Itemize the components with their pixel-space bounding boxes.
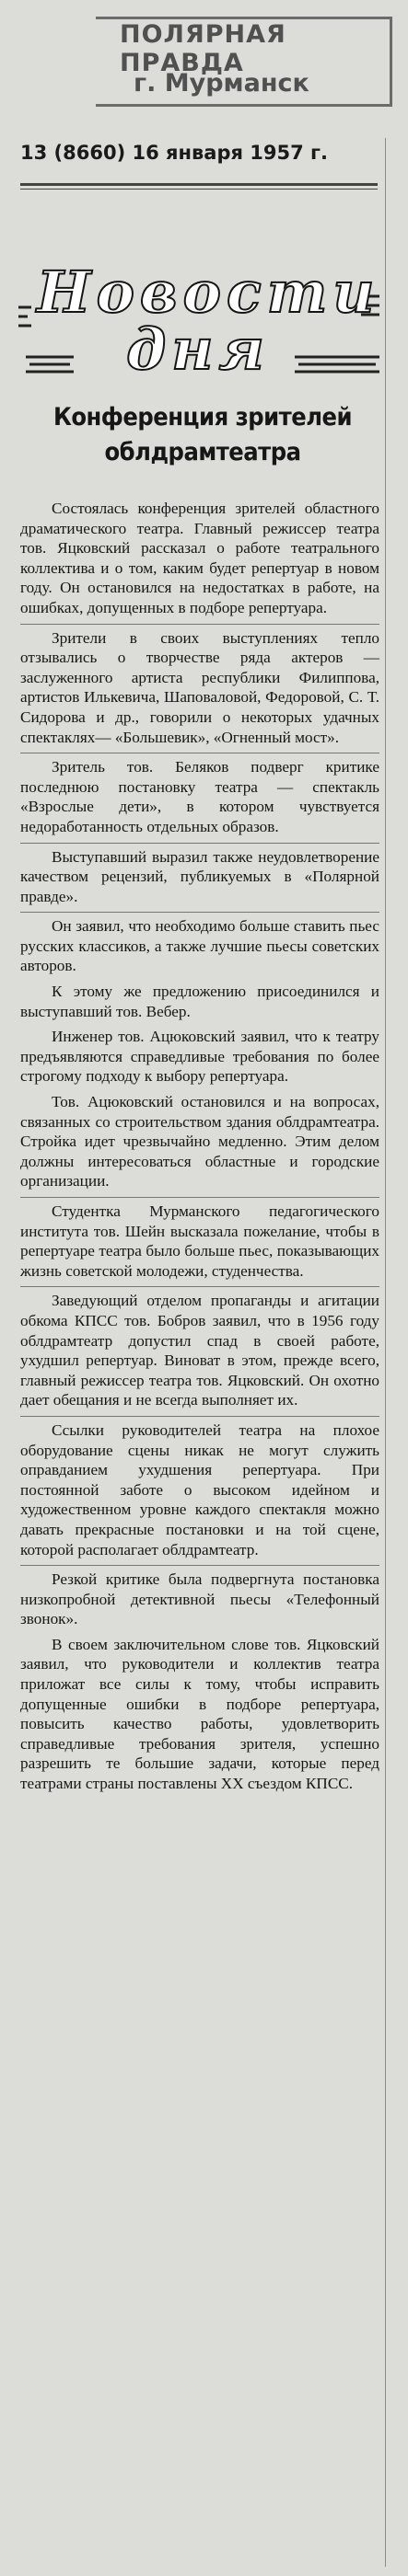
article-paragraph: Он заявил, что необходимо больше ставить пьес русских классиков, а также лучшие пьесы советских авторов. <box>20 912 379 976</box>
rubric-line-1: Новости <box>37 259 380 326</box>
newspaper-city: г. Мурманск <box>134 69 309 98</box>
article-body <box>20 499 379 1800</box>
article-paragraph: Зрители в своих выступлениях тепло отзывались о творчестве ряда актеров — заслуженного артиста республики Филиппова, артистов Илькевича, Шаповаловой, Федоровой, С. Т. Сидорова и др., говорили о некоторых удачных спектаклях— «Большевик», «Огненный мост». <box>20 624 379 748</box>
header-rule-thin <box>20 189 378 190</box>
article-paragraph: Выступавший выразил также неудовлетворение качеством рецензий, публикуемых в «Полярной правде». <box>20 843 379 907</box>
article-paragraph: Студентка Мурманского педагогического института тов. Шейн высказала пожелание, чтобы в репертуаре театра было больше пьес, показывающих жизнь советской молодежи, студенчества. <box>20 1197 379 1281</box>
article-paragraph: Инженер тов. Ацюковский заявил, что к театру предъявляются справедливые требования по более строгому подходу к выбору репертуара. <box>20 1028 379 1086</box>
rubric-title <box>37 259 380 383</box>
column-edge-rule <box>385 138 386 2567</box>
article-paragraph: К этому же предложению присоединился и выступавший тов. Вебер. <box>20 983 379 1020</box>
article-headline <box>37 400 368 470</box>
issue-date: 13 (8660) 16 января 1957 г. <box>20 142 329 164</box>
header-rule-thick <box>20 183 378 186</box>
article-paragraph: Заведующий отделом пропаганды и агитации обкома КПСС тов. Бобров заявил, что в 1956 году облдрамтеатр допустил спад в своей работе, ухудшил репертуар. Виноват в этом, прежде всего, главный режиссер театра тов. Яцковский. Он охотно дает обещания и не всегда выполняет их. <box>20 1286 379 1410</box>
article-paragraph: Тов. Ацюковский остановился и на вопросах, связанных со строительством здания облдрамтеатра. Стройка идет чрезвычайно медленно. Этим делом должны интересоваться областные и городские организации. <box>20 1093 379 1190</box>
headline-line-2: облдрамтеатра <box>104 438 301 466</box>
newspaper-name: ПОЛЯРНАЯ ПРАВДА <box>120 20 286 77</box>
headline-line-1: Конференция зрителей <box>52 403 353 431</box>
article-paragraph: Ссылки руководителей театра на плохое оборудование сцены никак не могут служить оправданием ухудшения репертуара. При постоянной заботе о высоком идейном и художественном уровне каждого спектакля можно давать прекрасные постановки и на той сцене, которой располагает облдрамтеатр. <box>20 1416 379 1559</box>
article-paragraph: Зритель тов. Беляков подверг критике последнюю постановку театра — спектакль «Взрослые дети», в котором чувствуется недоработанность отдельных образов. <box>20 753 379 836</box>
article-paragraph: В своем заключительном слове тов. Яцковский заявил, что руководители и коллектив театра приложат все силы к тому, чтобы исправить допущенные ошибки в подборе репертуара, повысить качество работы, удовлетворить справедливые требования зрителя, успешно разрешить те большие задачи, которые перед театрами страны поставлены XX съездом КПСС. <box>20 1635 379 1793</box>
article-paragraph: Резкой критике была подвергнута постановка низкопробной детективной пьесы «Телефонный звонок». <box>20 1565 379 1629</box>
rubric-line-2: дня <box>126 316 270 383</box>
article-paragraph: Состоялась конференция зрителей областного драматического театра. Главный режиссер театра тов. Яцковский рассказал о работе театрального коллектива и о том, каким будет репертуар в новом году. Он остановился на недостатках в работе, на ошибках, допущенных в подборе репертуара. <box>20 500 379 616</box>
